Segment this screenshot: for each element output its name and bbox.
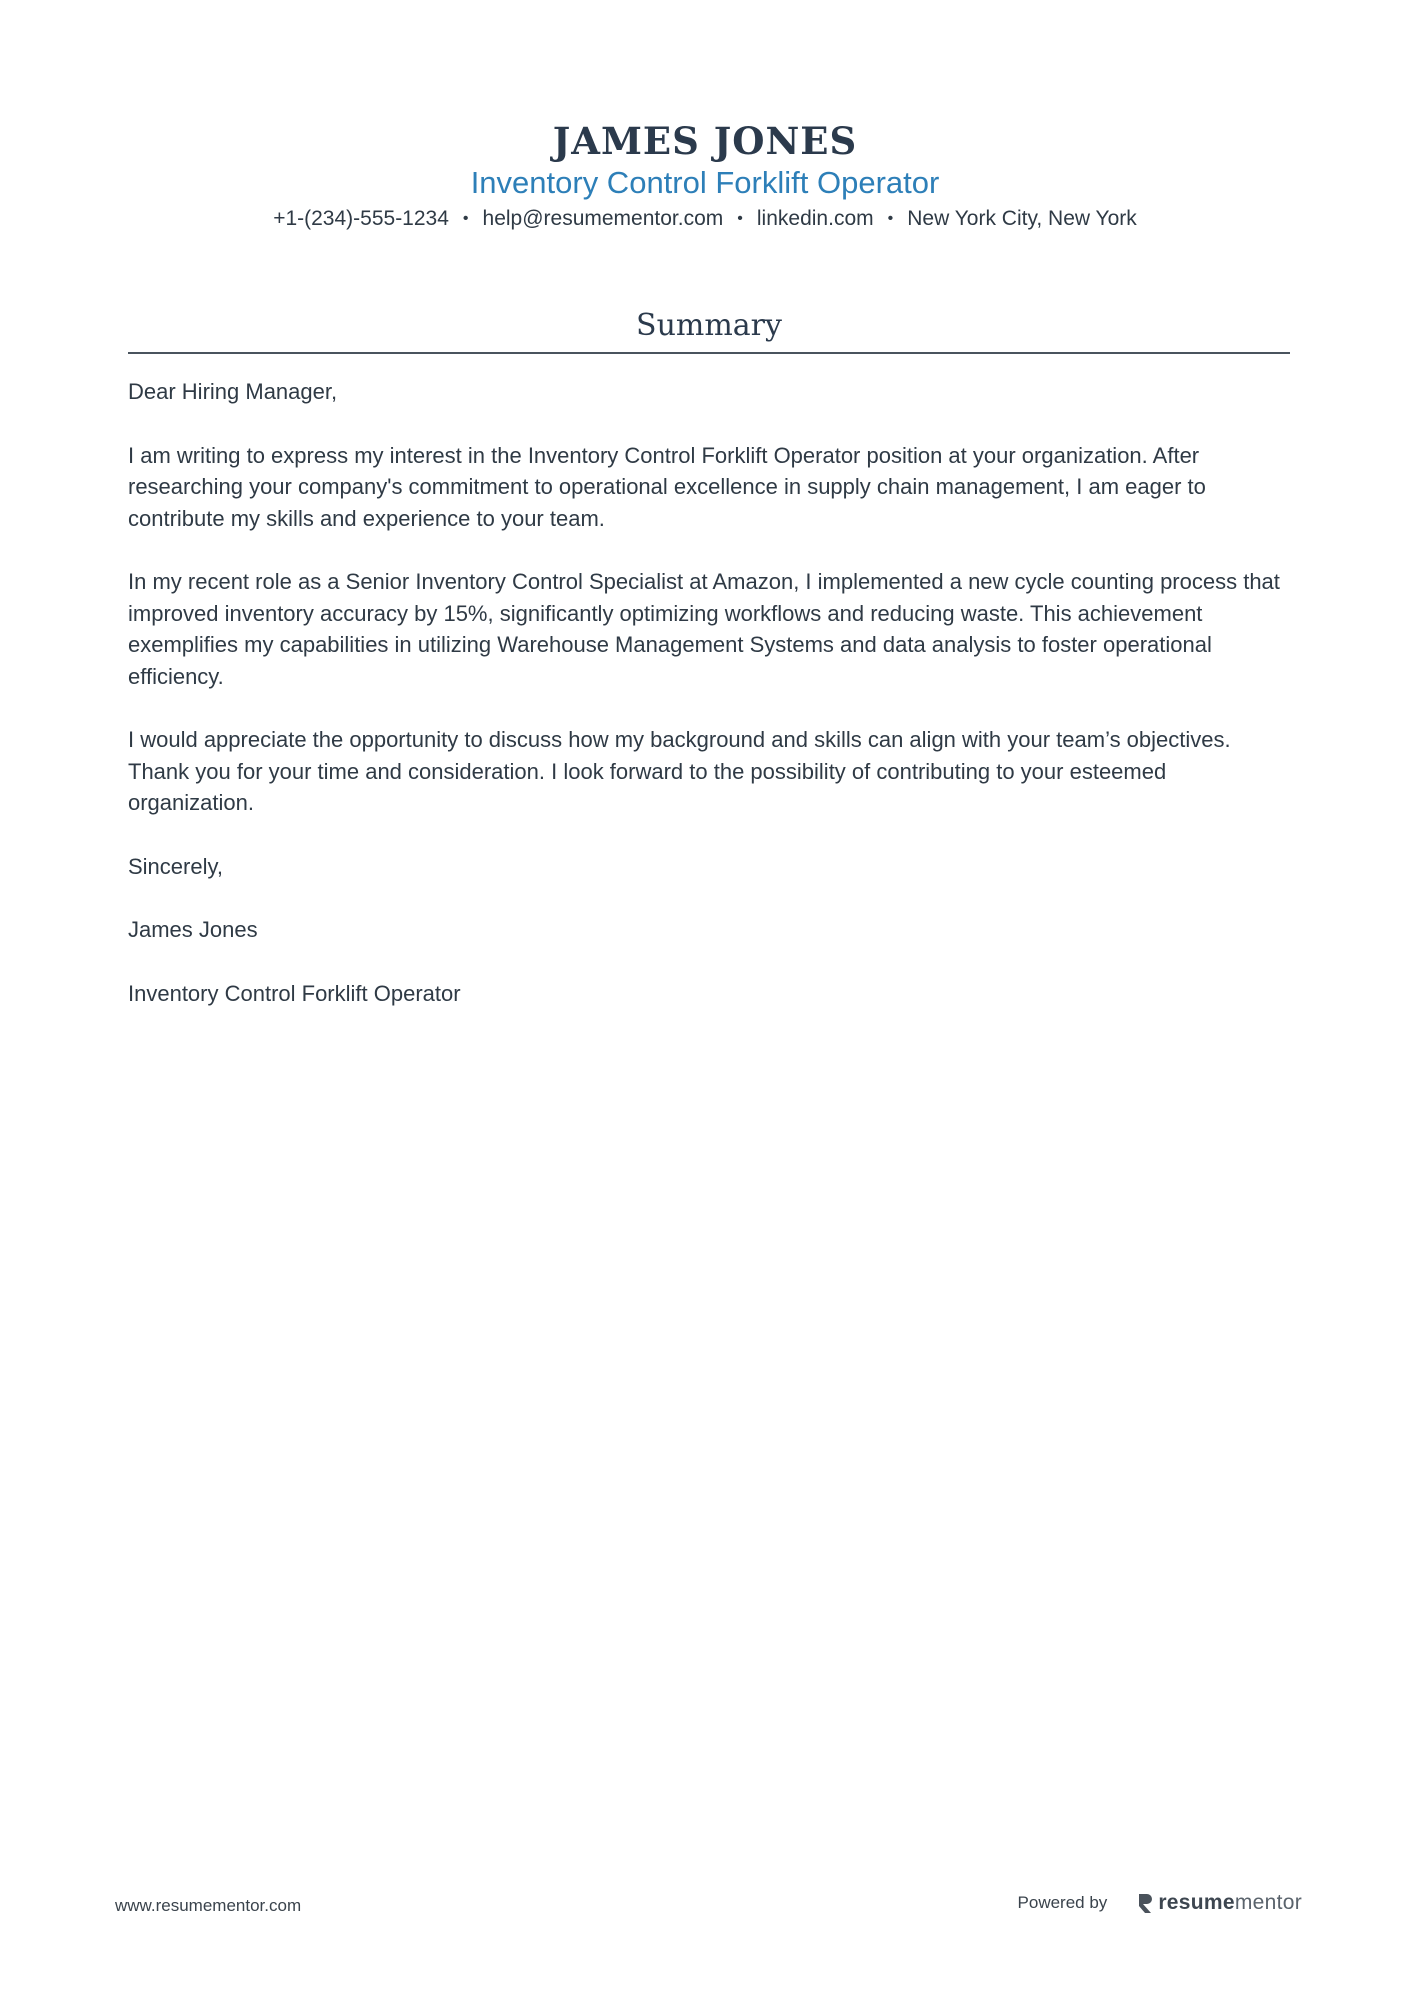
contact-phone: +1-(234)-555-1234 xyxy=(273,207,449,230)
section-title: Summary xyxy=(128,306,1290,354)
letter-paragraph: In my recent role as a Senior Inventory Control Specialist at Amazon, I implemented a new cycle counting process that improved inventory accuracy by 15%, significantly optimizing workflows and reducing waste. This achievement exemplifies my capabilities in utilizing Warehouse Management Systems and data analysis to foster operational efficiency. xyxy=(128,569,1280,689)
contact-email[interactable]: help@resumementor.com xyxy=(482,207,724,230)
brand-text-strong: resume xyxy=(1158,1891,1235,1914)
contact-location: New York City, New York xyxy=(907,207,1137,230)
letter-closing: Sincerely, xyxy=(128,853,223,879)
footer-website[interactable]: www.resumementor.com xyxy=(115,1896,302,1915)
contact-separator: • xyxy=(887,210,894,227)
resumementor-logo[interactable] xyxy=(1137,1891,1302,1915)
letter-signature-name: James Jones xyxy=(128,917,258,942)
summary-section xyxy=(128,306,1290,1041)
resume-header xyxy=(0,118,1410,233)
contact-separator: • xyxy=(737,210,743,227)
contact-separator: • xyxy=(462,210,469,227)
contact-line xyxy=(0,205,1410,233)
letter-greeting: Dear Hiring Manager, xyxy=(128,379,338,404)
cover-letter-body xyxy=(128,376,1290,1009)
powered-by-label: Powered by xyxy=(1017,1893,1108,1912)
contact-website[interactable]: linkedin.com xyxy=(756,207,874,230)
candidate-job-title: Inventory Control Forklift Operator xyxy=(470,165,940,200)
letter-paragraph: I am writing to express my interest in the Inventory Control Forklift Operator position at your organization. After researching your company's commitment to operational excellence in supply chain management, I am eager to contribute my skills and experience to your team. xyxy=(128,442,1206,531)
brand-text-light: mentor xyxy=(1234,1891,1302,1914)
footer-branding xyxy=(1018,1891,1302,1915)
letter-signature-title: Inventory Control Forklift Operator xyxy=(128,980,461,1006)
letter-paragraph: I would appreciate the opportunity to discuss how my background and skills can align with your team’s objectives. Thank you for your time and consideration. I look forward to the possibility of contributing to your esteemed organization. xyxy=(128,727,1231,815)
resumementor-logo-icon xyxy=(1137,1892,1153,1914)
candidate-name: JAMES JONES xyxy=(552,119,858,163)
